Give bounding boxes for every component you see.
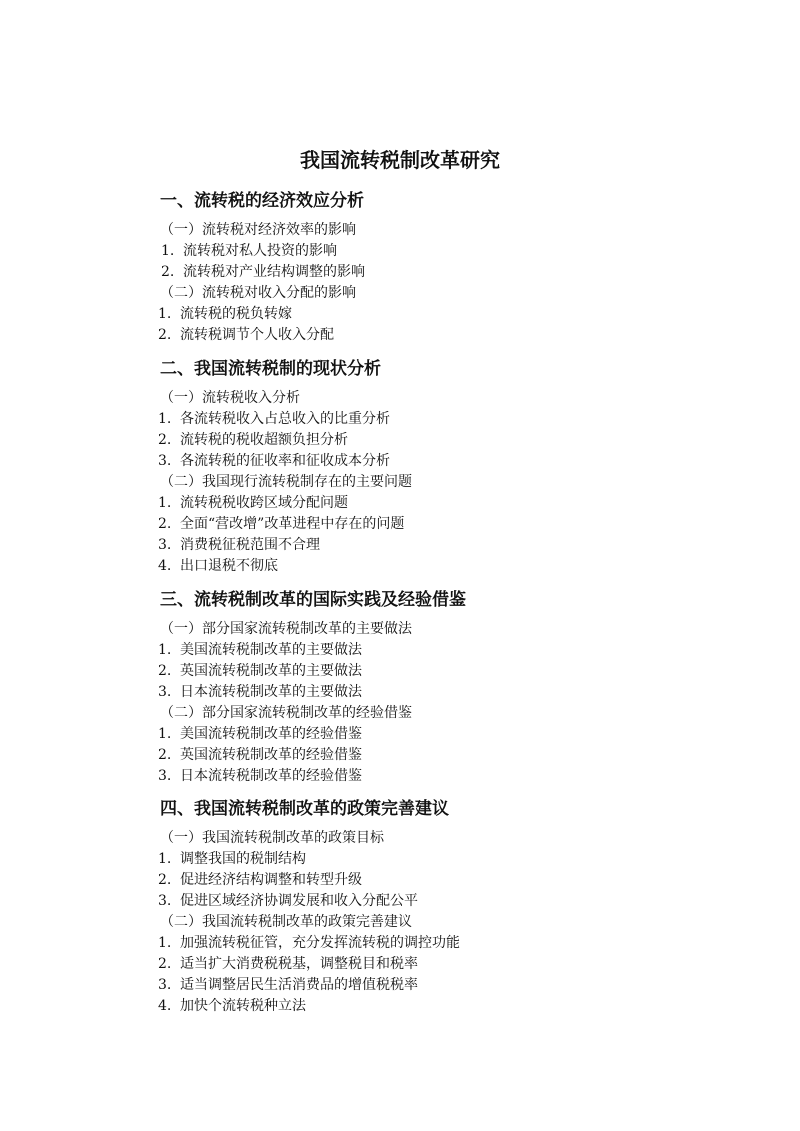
item-text: 流转税税收跨区域分配问题 — [180, 495, 348, 511]
item-text: 英国流转税制改革的经验借鉴 — [180, 747, 362, 763]
item-text: 调整我国的税制结构 — [180, 851, 306, 867]
list-item — [158, 661, 718, 682]
subsection-label: （二）流转税对收入分配的影响 — [160, 285, 356, 301]
item-number: 3. — [158, 768, 172, 784]
section-heading: 一、流转税的经济效应分析 — [160, 191, 364, 211]
list-item — [158, 514, 718, 535]
list-item — [158, 535, 718, 556]
item-number: 2. — [161, 264, 175, 280]
item-number: 2. — [158, 432, 172, 448]
list-item — [158, 304, 718, 325]
document-title: 我国流转税制改革研究 — [300, 148, 500, 172]
item-text: 流转税对私人投资的影响 — [183, 243, 337, 259]
list-item — [158, 451, 718, 472]
item-number: 2. — [158, 872, 172, 888]
list-item — [158, 262, 718, 283]
item-text: 英国流转税制改革的主要做法 — [180, 663, 362, 679]
list-item — [158, 870, 718, 891]
list-item — [158, 682, 718, 703]
list-item — [158, 975, 718, 996]
section-heading: 三、流转税制改革的国际实践及经验借鉴 — [160, 590, 466, 610]
section-heading: 二、我国流转税制的现状分析 — [160, 359, 381, 379]
list-item — [158, 766, 718, 787]
item-number: 2. — [158, 516, 172, 532]
item-number: 1. — [158, 726, 172, 742]
item-number: 1. — [158, 851, 172, 867]
item-number: 1. — [161, 243, 175, 259]
item-number: 1. — [158, 411, 172, 427]
item-number: 3. — [158, 684, 172, 700]
item-number: 2. — [158, 747, 172, 763]
section-4 — [158, 797, 718, 1017]
item-text: 促进经济结构调整和转型升级 — [180, 872, 362, 888]
item-text: 出口退税不彻底 — [180, 558, 278, 574]
item-number: 2. — [158, 663, 172, 679]
item-text: 加强流转税征管，充分发挥流转税的调控功能 — [180, 935, 460, 951]
item-text: 各流转税的征收率和征收成本分析 — [180, 453, 390, 469]
list-item — [158, 409, 718, 430]
item-text: 流转税的税负转嫁 — [180, 306, 292, 322]
subsection-label: （一）流转税收入分析 — [160, 390, 300, 406]
item-text: 日本流转税制改革的主要做法 — [180, 684, 362, 700]
list-item — [158, 849, 718, 870]
item-text: 流转税对产业结构调整的影响 — [183, 264, 365, 280]
item-number: 1. — [158, 306, 172, 322]
list-item — [158, 745, 718, 766]
item-number: 1. — [158, 935, 172, 951]
list-item — [158, 724, 718, 745]
subsection-label: （一）我国流转税制改革的政策目标 — [160, 830, 384, 846]
list-item — [158, 640, 718, 661]
item-number: 4. — [158, 558, 172, 574]
item-number: 3. — [158, 453, 172, 469]
list-item — [158, 325, 718, 346]
item-text: 各流转税收入占总收入的比重分析 — [180, 411, 390, 427]
item-text: 全面“营改增”改革进程中存在的问题 — [180, 516, 405, 532]
item-number: 3. — [158, 893, 172, 909]
section-heading: 四、我国流转税制改革的政策完善建议 — [160, 799, 449, 819]
section-3 — [158, 588, 718, 787]
item-number: 1. — [158, 642, 172, 658]
item-text: 流转税的税收超额负担分析 — [180, 432, 348, 448]
item-number: 3. — [158, 977, 172, 993]
list-item — [158, 493, 718, 514]
section-2 — [158, 357, 718, 577]
list-item — [158, 954, 718, 975]
item-text: 适当扩大消费税税基，调整税目和税率 — [180, 956, 418, 972]
item-number: 2. — [158, 327, 172, 343]
item-text: 促进区域经济协调发展和收入分配公平 — [180, 893, 418, 909]
list-item — [158, 933, 718, 954]
item-text: 消费税征税范围不合理 — [180, 537, 320, 553]
list-item — [158, 556, 718, 577]
item-number: 4. — [158, 998, 172, 1014]
item-text: 适当调整居民生活消费品的增值税税率 — [180, 977, 418, 993]
list-item — [158, 430, 718, 451]
subsection-label: （二）我国流转税制改革的政策完善建议 — [160, 914, 412, 930]
item-number: 1. — [158, 495, 172, 511]
subsection-label: （一）流转税对经济效率的影响 — [160, 222, 356, 238]
item-text: 加快个流转税种立法 — [180, 998, 306, 1014]
list-item — [158, 996, 718, 1017]
list-item — [158, 891, 718, 912]
subsection-label: （二）部分国家流转税制改革的经验借鉴 — [160, 705, 412, 721]
subsection-label: （二）我国现行流转税制存在的主要问题 — [160, 474, 412, 490]
subsection-label: （一）部分国家流转税制改革的主要做法 — [160, 621, 412, 637]
item-text: 流转税调节个人收入分配 — [180, 327, 334, 343]
item-text: 美国流转税制改革的经验借鉴 — [180, 726, 362, 742]
item-number: 3. — [158, 537, 172, 553]
item-number: 2. — [158, 956, 172, 972]
item-text: 美国流转税制改革的主要做法 — [180, 642, 362, 658]
list-item — [158, 241, 718, 262]
section-1 — [158, 189, 718, 346]
item-text: 日本流转税制改革的经验借鉴 — [180, 768, 362, 784]
